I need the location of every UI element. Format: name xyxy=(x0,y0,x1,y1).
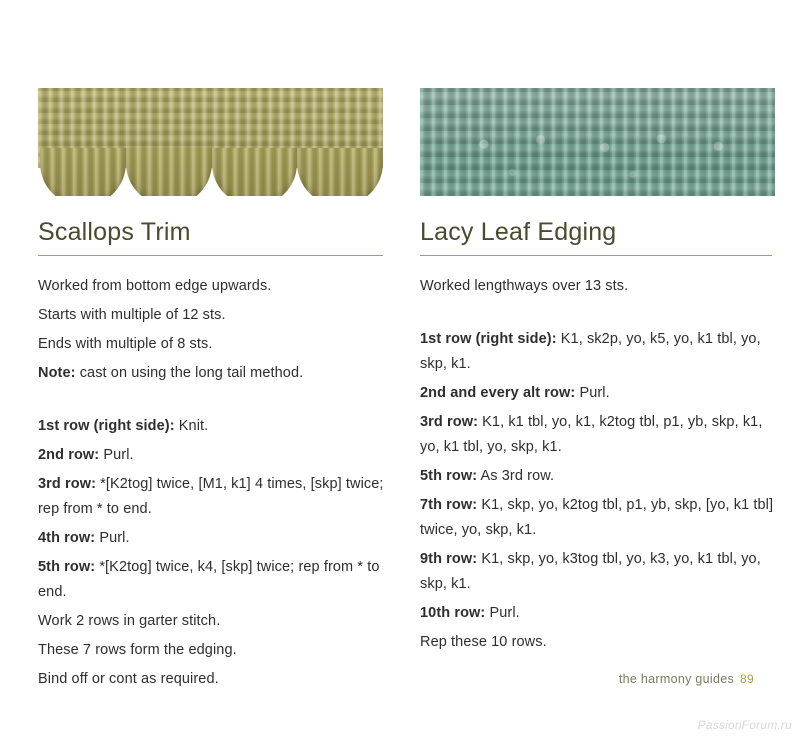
row-text: As 3rd row. xyxy=(477,468,555,484)
intro-line: Worked lengthways over 13 sts. xyxy=(420,278,629,294)
row-label: 7th row: xyxy=(420,497,478,513)
instruction-row xyxy=(420,601,780,626)
instruction-row xyxy=(420,547,780,597)
column-right xyxy=(420,0,780,696)
instruction-row xyxy=(420,381,780,406)
intro-line: Starts with multiple of 12 sts. xyxy=(38,307,226,323)
instruction-row xyxy=(420,327,780,377)
knit-fabric-teal xyxy=(420,88,775,196)
closing-line: Rep these 10 rows. xyxy=(420,634,547,650)
row-label: 1st row (right side): xyxy=(420,331,557,347)
row-text: Purl. xyxy=(575,385,610,401)
section-title-right: Lacy Leaf Edging xyxy=(420,218,617,246)
row-text: K1, k1 tbl, yo, k1, k2tog tbl, p1, yb, skp, k1, yo, k1 tbl, yo, skp, k1. xyxy=(420,414,763,455)
title-divider-left xyxy=(38,255,383,256)
instruction-row xyxy=(38,472,398,522)
scallop-shape xyxy=(212,148,298,196)
scallop-shape xyxy=(40,148,126,196)
page-footer xyxy=(619,672,754,686)
spacer xyxy=(420,313,780,327)
scallop-shape xyxy=(297,148,383,196)
instruction-row xyxy=(38,443,398,468)
watermark: PassionForum.ru xyxy=(697,718,792,732)
intro-line: Worked from bottom edge upwards. xyxy=(38,278,272,294)
closing-line: These 7 rows form the edging. xyxy=(38,642,237,658)
row-label: 10th row: xyxy=(420,605,486,621)
row-label: 1st row (right side): xyxy=(38,418,175,434)
scallop-shape xyxy=(126,148,212,196)
row-text: *[K2tog] twice, [M1, k1] 4 times, [skp] twice; rep from * to end. xyxy=(38,476,384,517)
page-number: 89 xyxy=(740,672,754,686)
row-label: 3rd row: xyxy=(420,414,478,430)
instruction-row xyxy=(420,493,780,543)
row-text: *[K2tog] twice, k4, [skp] twice; rep from * to end. xyxy=(38,559,380,600)
section-title-left: Scallops Trim xyxy=(38,218,191,246)
row-text: K1, skp, yo, k2tog tbl, p1, yb, skp, [yo, k1 tbl] twice, yo, skp, k1. xyxy=(420,497,774,538)
row-text: Purl. xyxy=(95,530,130,546)
closing-line: Bind off or cont as required. xyxy=(38,671,219,687)
row-label: 9th row: xyxy=(420,551,478,567)
instruction-row xyxy=(420,464,780,489)
row-label: 2nd and every alt row: xyxy=(420,385,576,401)
row-text: Purl. xyxy=(485,605,520,621)
row-label: 2nd row: xyxy=(38,447,100,463)
closing-line: Work 2 rows in garter stitch. xyxy=(38,613,221,629)
instruction-row xyxy=(38,414,398,439)
row-text: Purl. xyxy=(99,447,134,463)
column-left xyxy=(38,0,398,696)
intro-line: Ends with multiple of 8 sts. xyxy=(38,336,213,352)
row-label: 5th row: xyxy=(38,559,96,575)
title-divider-right xyxy=(420,255,772,256)
row-text: Knit. xyxy=(174,418,209,434)
instruction-row xyxy=(38,526,398,551)
lacy-leaf-edging-swatch xyxy=(420,88,775,196)
row-label: 4th row: xyxy=(38,530,96,546)
spacer xyxy=(38,400,398,414)
note-label: Note: xyxy=(38,365,76,381)
note-line xyxy=(38,361,398,386)
instruction-row xyxy=(38,555,398,605)
scallops-trim-swatch xyxy=(38,88,383,196)
instruction-row xyxy=(420,410,780,460)
scallop-edge xyxy=(38,148,383,196)
row-text: K1, sk2p, yo, k5, yo, k1 tbl, yo, skp, k1. xyxy=(420,331,761,372)
note-text: cast on using the long tail method. xyxy=(75,365,304,381)
row-text: K1, skp, yo, k3tog tbl, yo, k3, yo, k1 tbl, yo, skp, k1. xyxy=(420,551,761,592)
row-label: 3rd row: xyxy=(38,476,96,492)
row-label: 5th row: xyxy=(420,468,478,484)
footer-title: the harmony guides xyxy=(618,672,735,686)
